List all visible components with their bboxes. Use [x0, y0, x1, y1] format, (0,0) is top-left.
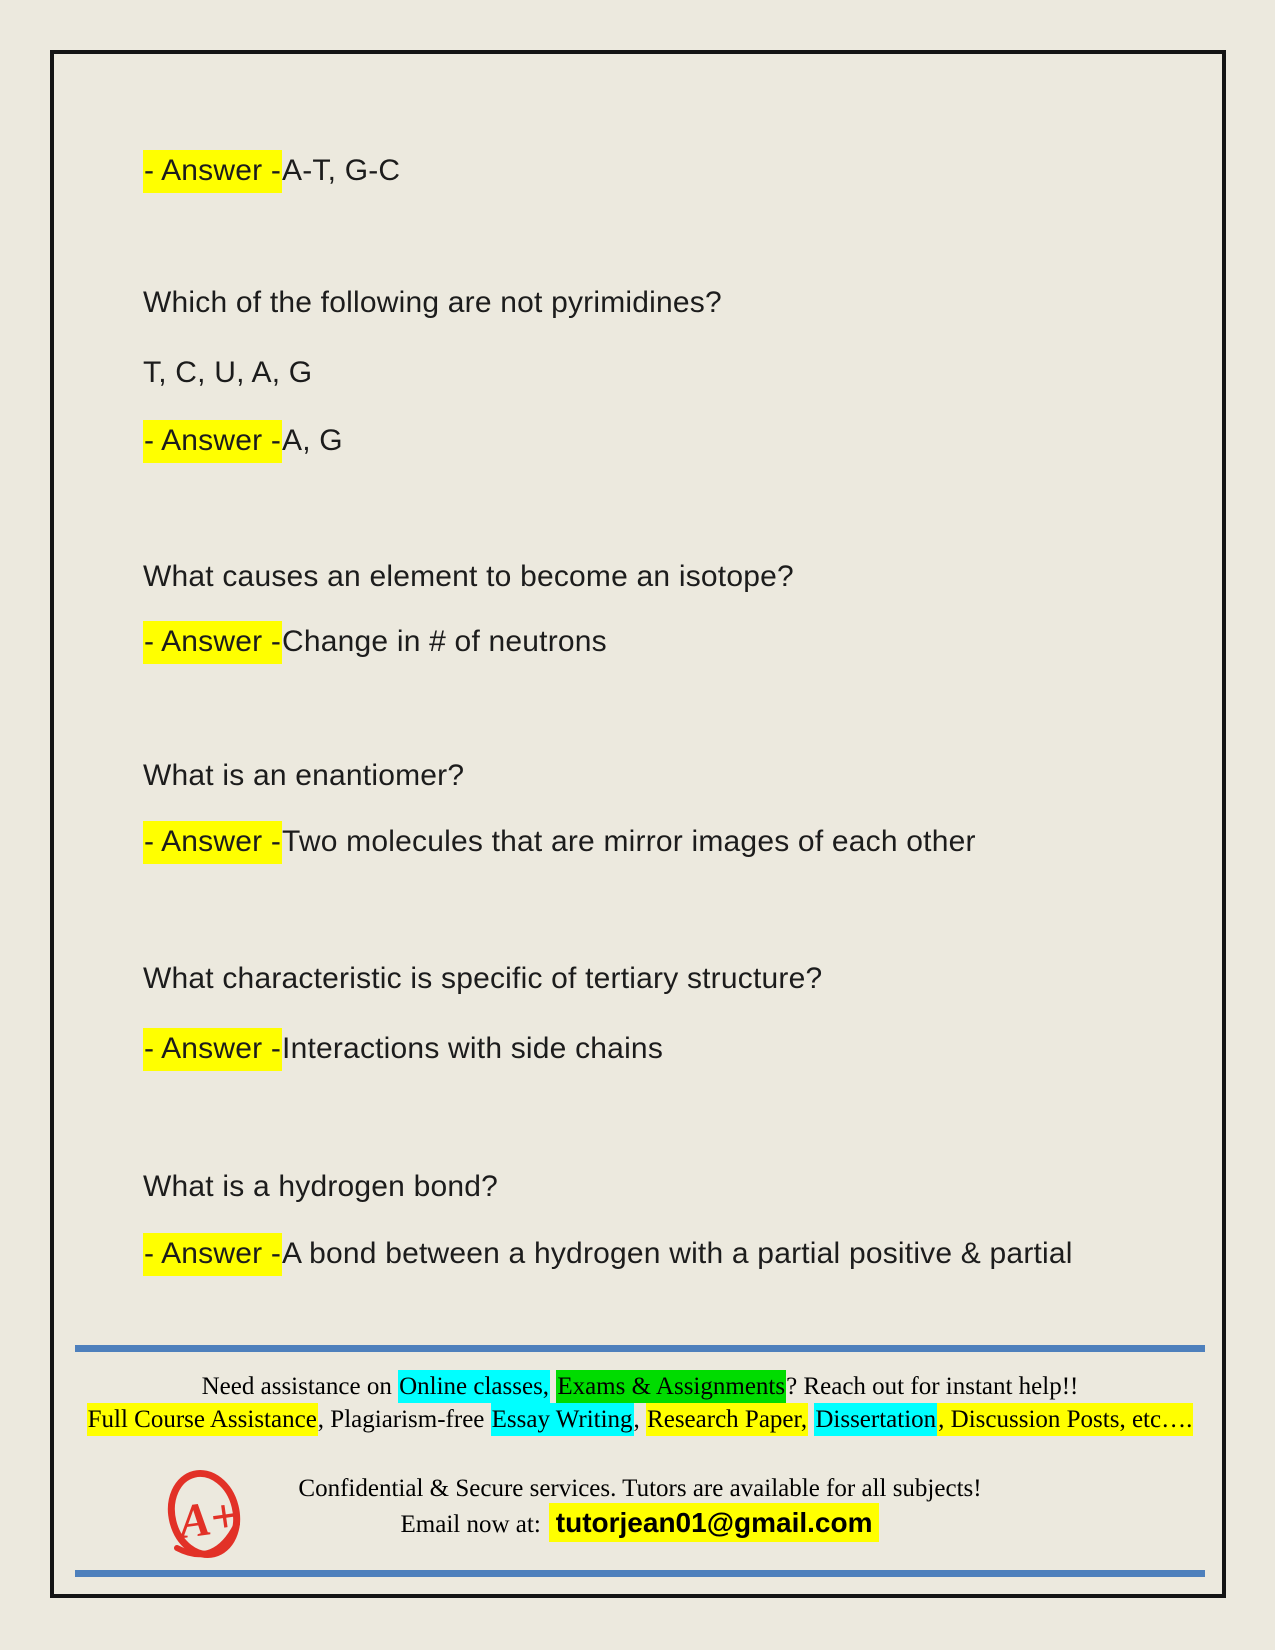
footer-services-line	[75, 1472, 1205, 1505]
question-line	[143, 958, 822, 1000]
footer-services-text: Confidential & Secure services. Tutors are available for all subjects!	[298, 1475, 982, 1502]
divider-bottom	[75, 1570, 1205, 1577]
answer-label-highlight: - Answer -	[143, 1233, 282, 1276]
footer-highlight-research-paper: Research Paper,	[646, 1403, 808, 1436]
answer-line	[143, 1233, 1073, 1275]
answer-label-highlight: - Answer -	[143, 621, 282, 664]
footer-highlight-online-classes: Online classes,	[398, 1370, 550, 1403]
footer-highlight-discussion-posts: , Discussion Posts, etc….	[937, 1403, 1193, 1436]
answer-line	[143, 150, 400, 192]
question-text: What is an enantiomer?	[143, 759, 465, 792]
answer-line	[143, 1028, 663, 1070]
answer-line	[143, 420, 343, 462]
question-line	[143, 755, 464, 797]
question-text: Which of the following are not pyrimidines?	[143, 286, 722, 319]
logo-a-plus-text: A+	[175, 1488, 242, 1550]
footer-ad-line1	[75, 1370, 1205, 1403]
footer-email-line	[75, 1506, 1205, 1541]
footer-text: Need assistance on	[201, 1373, 399, 1400]
page-frame	[50, 50, 1226, 1598]
answer-line	[143, 821, 976, 863]
answer-label-highlight: - Answer -	[143, 150, 282, 193]
answer-text: A bond between a hydrogen with a partial positive & partial	[282, 1237, 1073, 1270]
answer-line	[143, 621, 607, 663]
answer-label-highlight: - Answer -	[143, 420, 282, 463]
options-text: T, C, U, A, G	[143, 356, 313, 389]
footer-text: ? Reach out for instant help!!	[786, 1373, 1079, 1400]
question-text: What characteristic is specific of tertiary structure?	[143, 962, 823, 995]
question-line	[143, 282, 722, 324]
footer-text: ,	[633, 1406, 647, 1433]
answer-text: A, G	[282, 424, 343, 457]
email-address[interactable]: tutorjean01@gmail.com	[549, 1503, 880, 1542]
answer-text: Change in # of neutrons	[282, 625, 607, 658]
divider-top	[75, 1345, 1205, 1352]
question-line	[143, 556, 794, 598]
question-text: What causes an element to become an isotope?	[143, 560, 794, 593]
email-label: Email now at:	[400, 1511, 541, 1538]
question-text: What is a hydrogen bond?	[143, 1170, 499, 1203]
footer-highlight-exams-assignments: Exams & Assignments	[556, 1370, 786, 1403]
question-line	[143, 1166, 498, 1208]
answer-text: A-T, G-C	[282, 154, 401, 187]
answer-text: Two molecules that are mirror images of each other	[282, 825, 976, 858]
footer-highlight-full-course: Full Course Assistance	[87, 1403, 318, 1436]
footer-highlight-essay-writing: Essay Writing	[491, 1403, 634, 1436]
answer-label-highlight: - Answer -	[143, 821, 282, 864]
answer-text: Interactions with side chains	[282, 1032, 664, 1065]
answer-label-highlight: - Answer -	[143, 1028, 282, 1071]
options-line	[143, 352, 312, 394]
footer-text: , Plagiarism-free	[317, 1406, 491, 1433]
footer-ad-line2	[75, 1403, 1205, 1436]
footer-highlight-dissertation: Dissertation	[814, 1403, 937, 1436]
